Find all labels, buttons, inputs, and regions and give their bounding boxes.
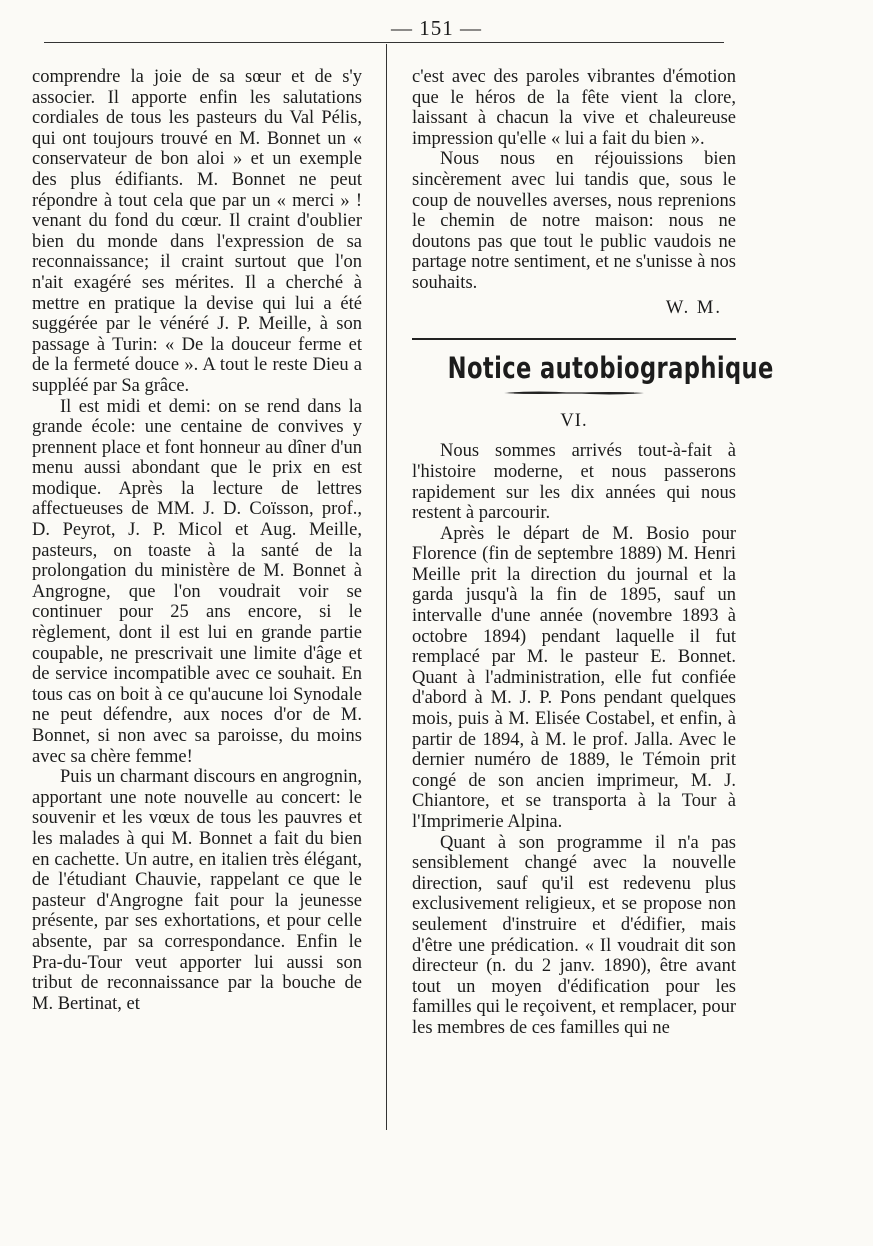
paragraph: Quant à son programme il n'a pas sensiblement changé avec la nouvelle direction, sauf qu'il est redevenu plus exclusivement religieux, et se propose non seulement d'instruire et d'édifier, mais d'être une prédication. « Il voudrait dit son directeur (n. du 2 janv. 1890), être avant tout un moyen d'édification pour les familles qui le reçoivent, et remplacer, pour les membres de ces familles qui ne [412, 832, 736, 1038]
header-rule [44, 42, 724, 43]
paragraph: Il est midi et demi: on se rend dans la grande école: une centaine de convives y prennent place et font honneur au dîner d'un menu aussi abondant que le prix en est modique. Après la lecture de lettres affectueuses de MM. J. D. Coïsson, prof., D. Peyrot, J. P. Micol et Aug. Meille, pasteurs, on toaste à la santé de la prolongation du ministère de M. Bonnet à Angrogne, que l'on voudrait voir se continuer pour 25 ans encore, si le règlement, dont il est lui en grande partie coupable, ne prescrivait une limite d'âge et de service incompatible avec ce souhait. En tous cas on boit à ce qu'aucune loi Synodale ne peut défendre, aux noces d'or de M. Bonnet, si non avec sa paroisse, du moins avec sa chère femme! [32, 396, 362, 767]
paragraph: Après le départ de M. Bosio pour Florence (fin de septembre 1889) M. Henri Meille prit la direction du journal et la garda jusqu'à la fin de 1895, sauf un intervalle d'une année (novembre 1893 à octobre 1894) pendant laquelle il fut remplacé par M. le pasteur E. Bonnet. Quant à l'administration, elle fut confiée d'abord à M. J. P. Pons pendant quelques mois, puis à M. Elisée Costabel, et enfin, à partir de 1894, à M. le prof. Jalla. Avec le dernier numéro de 1889, le Témoin prit congé de son ancien imprimeur, M. J. Chiantore, et se transporta à la Tour à l'Imprimerie Alpina. [412, 523, 736, 832]
chapter-number: VI. [560, 410, 588, 431]
ornament-divider-icon [504, 389, 644, 397]
paragraph: Puis un charmant discours en angrognin, apportant une note nouvelle au concert: le souvenir et les vœux de tous les pauvres et les malades à qui M. Bonnet a fait du bien en cachette. Un autre, en italien très élégant, de l'étudiant Chauvie, rappelant ce que le pasteur d'Angrogne fait pour la jeunesse présente, par ses exhortations, et pour celle absente, par sa correspondance. Enfin le Pra-du-Tour veut apporter lui aussi son tribut de reconnaissance par la bouche de M. Bertinat, et [32, 767, 362, 1014]
section-title: Notice autobiographique [447, 351, 774, 386]
page-number: — 151 — [391, 16, 482, 40]
article-signature: W. M. [665, 297, 722, 318]
column-divider [386, 44, 387, 1130]
left-column [32, 67, 362, 1014]
right-column [412, 67, 774, 1039]
paragraph: Nous nous en réjouissions bien sincèrement avec lui tandis que, sous le coup de nouvelles averses, nous reprenions le chemin de notre maison: nous ne doutons pas que tout le public vaudois ne partage notre sentiment, et ne s'unisse à nos souhaits. [412, 149, 736, 293]
section-rule [412, 338, 736, 340]
paragraph: Nous sommes arrivés tout-à-fait à l'histoire moderne, et nous passerons rapidement sur les dix années qui nous restent à parcourir. [412, 441, 736, 524]
paragraph: comprendre la joie de sa sœur et de s'y associer. Il apporte enfin les salutations cordiales de tous les pasteurs du Val Pélis, qui ont toujours trouvé en M. Bonnet un « conservateur de bon aloi » et un exemple des plus édifiants. M. Bonnet ne peut répondre à tout cela que par un « merci » ! venant du fond du cœur. Il craint d'oublier bien du monde dans l'expression de sa reconnaissance; il craint surtout que l'on n'ait exagéré ses mérites. Il a cherché à mettre en pratique la devise qui lui a été suggérée par le vénéré J. P. Meille, à son passage à Turin: « De la douceur ferme et de la fermeté douce ». A tout le reste Dieu a suppléé par Sa grâce. [32, 67, 362, 396]
paragraph: c'est avec des paroles vibrantes d'émotion que le héros de la fête vient la clore, laissant à chacun la vive et chaleureuse impression qu'elle « lui a fait du bien ». [412, 67, 736, 149]
